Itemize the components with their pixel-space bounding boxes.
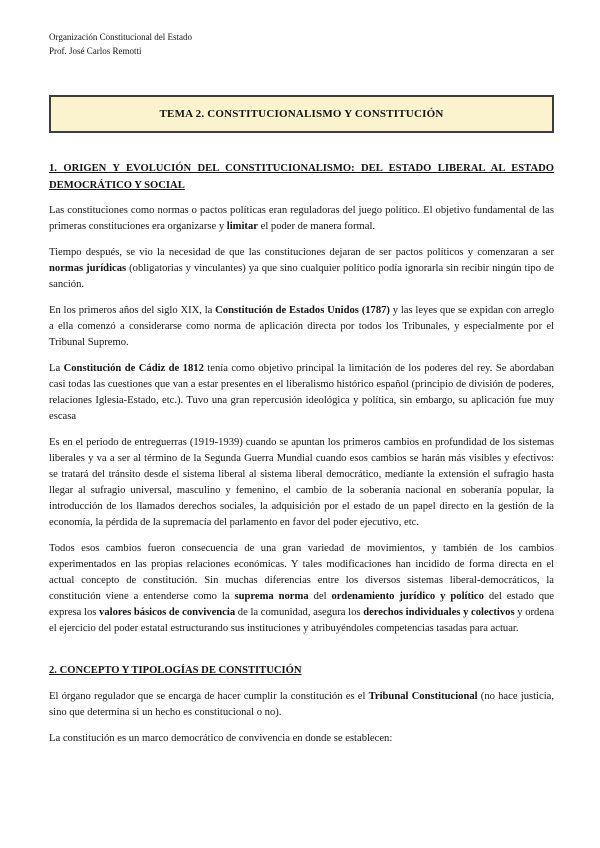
section-1-heading: 1. ORIGEN Y EVOLUCIÓN DEL CONSTITUCIONALISMO: DEL ESTADO LIBERAL AL ESTADO DEMOCRÁTICO Y SOCIAL: [49, 163, 554, 191]
paragraph: La constitución es un marco democrático de convivencia en donde se establecen:: [49, 733, 393, 744]
title-box: [49, 95, 554, 133]
course-title: Organización Constitucional del Estado: [49, 32, 193, 42]
professor-name: Prof. José Carlos Remotti: [49, 46, 142, 56]
paragraph: La Constitución de Cádiz de 1812 tenía como objetivo principal la limitación de los poderes del rey. Se abordaban casi todas las cuestiones que van a estar presentes en el liberalismo histórico español (principio de división de poderes, relaciones Iglesia-Estado, etc.). Tuvo una gran repercusión ideológica y política, sin embargo, su aplicación fue muy escasa: [49, 363, 554, 422]
section-2-heading: 2. CONCEPTO Y TIPOLOGÍAS DE CONSTITUCIÓN: [49, 665, 302, 676]
paragraph: Es en el periodo de entreguerras (1919-1939) cuando se apuntan los primeros cambios en profundidad de los sistemas liberales y va a ser al término de la Segunda Guerra Mundial cuando esos cambios se harán más visibles y efectivos: se tratará del tránsito desde el sistema liberal al sistema liberal democrático, mediante la extensión el sufragio hasta llegar al sufragio universal, masculino y femenino, el cambio de la soberanía nacional en soberanía popular, la introducción de los llamados derechos sociales, la adquisición por el estado de un papel directo en la gestión de la economía, la pérdida de la supremacía del parlamento en favor del poder ejecutivo, etc.: [49, 437, 554, 528]
paragraph: En los primeros años del siglo XIX, la Constitución de Estados Unidos (1787) y las leyes que se expidan con arreglo a ella comenzó a considerarse como norma de aplicación directa por todos los Tribunales, y especialmente por el Tribunal Supremo.: [49, 305, 555, 348]
paragraph: Todos esos cambios fueron consecuencia de una gran variedad de movimientos, y también de los cambios experimentados en las propias relaciones económicas. Y tales modificaciones han incidido de forma directa en el actual concepto de constitución. Sin muchas diferencias entre los diversos sistemas liberal-democráticos, la constitución viene a entenderse como la suprema norma del ordenamiento jurídico y político del estado que expresa los valores básicos de convivencia de la comunidad, asegura los derechos individuales y colectivos y ordena el ejercicio del poder estatal estructurando sus instituciones y atribuyéndoles competencias tasadas para actuar.: [49, 543, 555, 634]
document-header: [49, 30, 554, 58]
paragraph: El órgano regulador que se encarga de hacer cumplir la constitución es el Tribunal Constitucional (no hace justicia, sino que determina si un hecho es constitucional o no).: [49, 691, 554, 718]
paragraph: Las constituciones como normas o pactos políticas eran reguladoras del juego político. El objetivo fundamental de las primeras constituciones era organizarse y limitar el poder de manera formal.: [49, 205, 554, 232]
paragraph: Tiempo después, se vio la necesidad de que las constituciones dejaran de ser pactos políticos y comenzaran a ser normas jurídicas (obligatorias y vinculantes) ya que sino cualquier político podía ignorarla sin recibir ningún tipo de sanción.: [49, 247, 554, 290]
page-title: TEMA 2. CONSTITUCIONALISMO Y CONSTITUCIÓN: [159, 108, 444, 120]
